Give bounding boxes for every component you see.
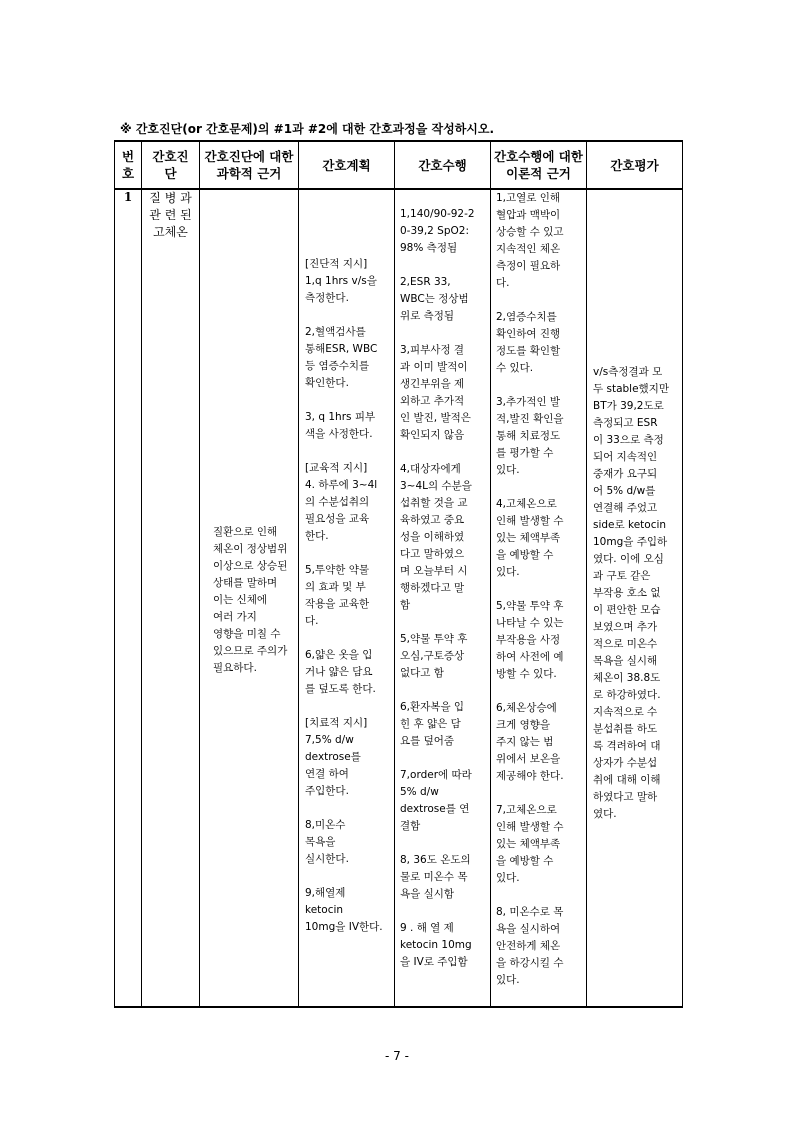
text-line: BT가 39,2도로 (593, 400, 664, 412)
header-diagnosis (142, 141, 200, 189)
text-line: 체온이 정상범위 (213, 543, 288, 555)
nursing-process-table (114, 140, 683, 1008)
text-line: 오심,구토증상 (400, 650, 465, 662)
text-line: 1,q 1hrs v/s을 (305, 275, 377, 287)
text-line: 보였으며 추가 (593, 621, 658, 633)
text-line: [진단적 지시] (305, 258, 368, 270)
text-line: 실시한다. (305, 853, 349, 865)
text-line: 간호진단에 대한 (204, 149, 294, 164)
text-line: 없다고 함 (400, 667, 444, 679)
nursing-evaluation-cell (587, 189, 683, 1007)
text-line: 을 IV로 주입함 (400, 956, 468, 968)
text-line: 1,고열로 인해 (496, 192, 561, 204)
header-nursing-implementation (395, 141, 491, 189)
text-line: 7,order에 따라 (400, 769, 472, 781)
text-line (305, 545, 390, 562)
text-line: 인 발진, 발적은 (400, 412, 471, 424)
text-line: 중재가 요구되 (593, 468, 658, 480)
header-no (115, 141, 142, 189)
text-line: 다고 말하였으 (400, 548, 465, 560)
text-line: 의 효과 및 부 (305, 581, 366, 593)
text-line: 을 하강시킬 수 (496, 957, 564, 969)
text-line: 이 33으로 측정 (593, 434, 664, 446)
text-line: 결함 (400, 820, 421, 832)
text-line: 8, 미온수로 목 (496, 906, 564, 918)
text-line: 어 5% d/w를 (593, 485, 656, 497)
text-line: 를 평가할 수 (496, 447, 554, 459)
text-line: 나타날 수 있는 (496, 617, 564, 629)
text-line: side로 ketocin (593, 519, 667, 531)
header-nursing-evaluation (587, 141, 683, 189)
text-line: 되어 지속적인 (593, 451, 658, 463)
text-line: WBC는 정상범 (400, 293, 469, 305)
text-line: 생긴부위을 제 (400, 378, 465, 390)
text-line: 지속적으로 수 (593, 706, 658, 718)
text-line: 안전하게 체온 (496, 940, 561, 952)
header-scientific-basis (200, 141, 299, 189)
text-line (496, 785, 582, 802)
text-line: 연결 하여 (305, 768, 349, 780)
text-line: 성을 이해하였 (400, 531, 465, 543)
text-line: 0-39,2 SpO2: (400, 225, 469, 237)
text-line: 로 하강하였다. (593, 689, 661, 701)
text-line: 측정되고 ESR (593, 417, 658, 429)
text-line: 거나 얇은 담요 (305, 666, 373, 678)
text-line: 분섭취를 하도 (593, 723, 658, 735)
text-line: dextrose를 (305, 751, 361, 763)
text-line: 필요하다. (213, 662, 257, 674)
text-line: 번 (121, 149, 135, 164)
text-line (496, 479, 582, 496)
text-line (400, 835, 486, 852)
text-line: 이상으로 상승된 (213, 560, 288, 572)
text-line: 크게 영향을 (496, 719, 551, 731)
text-line: 체온이 38.8도 (593, 672, 661, 684)
text-line: 작용을 교육한 (305, 598, 370, 610)
text-line: 통해 치료정도 (496, 430, 561, 442)
text-line: 주지 않는 범 (496, 736, 554, 748)
text-line: 정도를 확인할 (496, 345, 561, 357)
text-line (305, 307, 390, 324)
text-line: 두 stable했지만 (593, 383, 669, 395)
text-line: 물로 미온수 목 (400, 871, 468, 883)
text-line: 다. (496, 277, 510, 289)
text-line: 간호계획 (322, 157, 371, 173)
text-line: 1,140/90-92-2 (400, 208, 475, 220)
text-line: 호 (121, 166, 135, 181)
text-line: 2,ESR 33, (400, 276, 451, 288)
text-line: 적으로 미온수 (593, 638, 658, 650)
text-line: 위로 측정됨 (400, 310, 455, 322)
text-line: [교육적 지시] (305, 462, 368, 474)
theoretical-basis-text (491, 190, 586, 989)
text-line: 질 병 과 (149, 191, 192, 205)
text-line: 8, 36도 온도의 (400, 854, 471, 866)
text-line: 지속적인 체온 (496, 243, 561, 255)
text-line (305, 800, 390, 817)
nursing-implementation-cell (395, 189, 491, 1007)
text-line: 제공해야 한다. (496, 770, 564, 782)
text-line: 관 련 된 (149, 208, 192, 222)
text-line: 간호평가 (610, 157, 659, 173)
text-line: 확인한다. (305, 377, 349, 389)
text-line: 간호수행에 대한 (494, 149, 583, 164)
text-line: 이론적 근거 (506, 166, 571, 181)
text-line: 있는 체액부족 (496, 532, 561, 544)
text-line: 간호수행 (418, 157, 467, 173)
nursing-plan-text (299, 190, 394, 936)
text-line: 하였다고 말하 (593, 791, 658, 803)
text-line: 10mg을 주입하 (593, 536, 668, 548)
nursing-implementation-text (395, 190, 490, 971)
text-line: 7,5% d/w (305, 734, 354, 746)
text-line: 수 있다. (496, 362, 534, 374)
text-line: 였다. 이에 오심 (593, 553, 664, 565)
text-line (305, 443, 390, 460)
text-line: 목욕을 실시해 (593, 655, 658, 667)
text-line: 있다. (496, 872, 520, 884)
text-line: 단 (164, 166, 177, 181)
text-line: 간호진 (152, 149, 189, 164)
text-line (496, 581, 582, 598)
text-line: 인해 발생할 수 (496, 515, 564, 527)
text-line (305, 698, 390, 715)
text-line: 6,체온상승에 (496, 702, 557, 714)
text-line: 색을 사정한다. (305, 428, 373, 440)
scientific-basis-text (200, 190, 298, 677)
text-line: 9 . 해 열 제 (400, 922, 454, 934)
text-line: 필요성을 교육 (305, 513, 370, 525)
text-line: 질환으로 인해 (213, 526, 278, 538)
text-line: 5% d/w (400, 786, 439, 798)
text-line (400, 257, 486, 274)
text-line: 욕을 실시하여 (496, 923, 561, 935)
text-line: 하여 사전에 예 (496, 651, 564, 663)
text-line: 3, q 1hrs 피부 (305, 411, 376, 423)
text-line: 주입한다. (305, 785, 349, 797)
text-line: 이 편안한 모습 (593, 604, 661, 616)
text-line: 적,발진 확인을 (496, 413, 564, 425)
table-header-row (115, 141, 683, 189)
text-line: 여러 가지 (213, 611, 257, 623)
text-line: 98% 측정됨 (400, 242, 458, 254)
text-line: 상태를 말하며 (213, 577, 278, 589)
text-line: 함 (400, 599, 411, 611)
text-line (496, 377, 582, 394)
text-line (400, 325, 486, 342)
table-row (115, 189, 683, 1007)
text-line: 8,미온수 (305, 819, 346, 831)
text-line: dextrose를 연 (400, 803, 470, 815)
text-line: 상승할 수 있고 (496, 226, 564, 238)
text-line: 과 구토 같은 (593, 570, 651, 582)
nursing-evaluation-text (587, 190, 682, 823)
text-line: 6,환자복을 입 (400, 701, 465, 713)
text-line: 록 격려하여 대 (593, 740, 661, 752)
text-line: 을 예방할 수 (496, 549, 554, 561)
text-line: 3,피부사정 결 (400, 344, 465, 356)
text-line: 을 예방할 수 (496, 855, 554, 867)
text-line: ketocin 10mg (400, 939, 472, 951)
text-line: 부작용 호소 없 (593, 587, 661, 599)
text-line: 있다. (496, 464, 520, 476)
text-line: 4,대상자에게 (400, 463, 461, 475)
text-line: 3~4L의 수분을 (400, 480, 472, 492)
text-line: 부작용을 사정 (496, 634, 561, 646)
text-line: ketocin (305, 904, 344, 916)
text-line: 를 덮도록 한다. (305, 683, 376, 695)
text-line: 며 오늘부터 시 (400, 565, 468, 577)
text-line: 3,추가적인 발 (496, 396, 561, 408)
text-line: 2,염증수치를 (496, 311, 557, 323)
text-line: 10mg을 IV한다. (305, 921, 383, 933)
text-line: 있다. (496, 566, 520, 578)
text-line: 혈압과 맥박이 (496, 209, 561, 221)
text-line: 6,얇은 옷을 입 (305, 649, 373, 661)
text-line: 고체온 (153, 225, 188, 239)
page-number: - 7 - (385, 1049, 409, 1063)
text-line: 의 수분섭취의 (305, 496, 370, 508)
text-line: 통해ESR, WBC (305, 343, 378, 355)
text-line: 인해 발생할 수 (496, 821, 564, 833)
text-line: 다. (305, 615, 319, 627)
text-line: v/s측정결과 모 (593, 366, 663, 378)
text-line: 였다. (593, 808, 617, 820)
text-line: 요를 덮어줌 (400, 735, 455, 747)
text-line: 상자가 수분섭 (593, 757, 658, 769)
header-theoretical-basis (491, 141, 587, 189)
text-line: 취에 대해 이해 (593, 774, 661, 786)
text-line: 섭취할 것을 교 (400, 497, 468, 509)
text-line: 5,투약한 약물 (305, 564, 370, 576)
text-line: 욕을 실시함 (400, 888, 455, 900)
text-line: 2,혈액검사를 (305, 326, 366, 338)
text-line: 7,고체온으로 (496, 804, 557, 816)
text-line: 목욕을 (305, 836, 336, 848)
text-line (305, 868, 390, 885)
text-line: 5,약물 투약 후 (496, 600, 564, 612)
text-line (496, 292, 582, 309)
text-line: 9,해열제 (305, 887, 346, 899)
text-line: 측정이 필요하 (496, 260, 561, 272)
row-number: 1 (115, 189, 142, 1007)
text-line: 4. 하루에 3~4l (305, 479, 378, 491)
text-line: 있으므로 주의가 (213, 645, 288, 657)
text-line: 확인되지 않음 (400, 429, 465, 441)
text-line: 힌 후 얇은 담 (400, 718, 461, 730)
text-line: 확인하여 진행 (496, 328, 561, 340)
diagnosis-cell (142, 189, 200, 1007)
text-line: 4,고체온으로 (496, 498, 557, 510)
text-line: 있다. (496, 974, 520, 986)
text-line (496, 683, 582, 700)
text-line: 영향을 미칠 수 (213, 628, 281, 640)
nursing-plan-cell (299, 189, 395, 1007)
header-nursing-plan (299, 141, 395, 189)
text-line (400, 682, 486, 699)
theoretical-basis-cell (491, 189, 587, 1007)
text-line: 있는 체액부족 (496, 838, 561, 850)
text-line: 등 염증수치를 (305, 360, 370, 372)
text-line (305, 630, 390, 647)
text-line (400, 614, 486, 631)
text-line: 과 이미 발적이 (400, 361, 468, 373)
text-line: 5,약물 투약 후 (400, 633, 468, 645)
text-line (400, 750, 486, 767)
text-line (305, 392, 390, 409)
scientific-basis-cell (200, 189, 299, 1007)
text-line (496, 887, 582, 904)
text-line (400, 903, 486, 920)
text-line: 위에서 보온을 (496, 753, 561, 765)
text-line: 연결해 주었고 (593, 502, 658, 514)
text-line (400, 444, 486, 461)
text-line: 측정한다. (305, 292, 349, 304)
text-line: 방할 수 있다. (496, 668, 557, 680)
text-line: 행하겠다고 말 (400, 582, 465, 594)
text-line: 육하였고 중요 (400, 514, 465, 526)
text-line: 이는 신체에 (213, 594, 268, 606)
text-line: 외하고 추가적 (400, 395, 465, 407)
text-line: 과학적 근거 (216, 166, 282, 181)
text-line: [치료적 지시] (305, 717, 368, 729)
instruction-text: ※ 간호진단(or 간호문제)의 #1과 #2에 대한 간호과정을 작성하시오. (120, 122, 495, 136)
text-line: 한다. (305, 530, 329, 542)
